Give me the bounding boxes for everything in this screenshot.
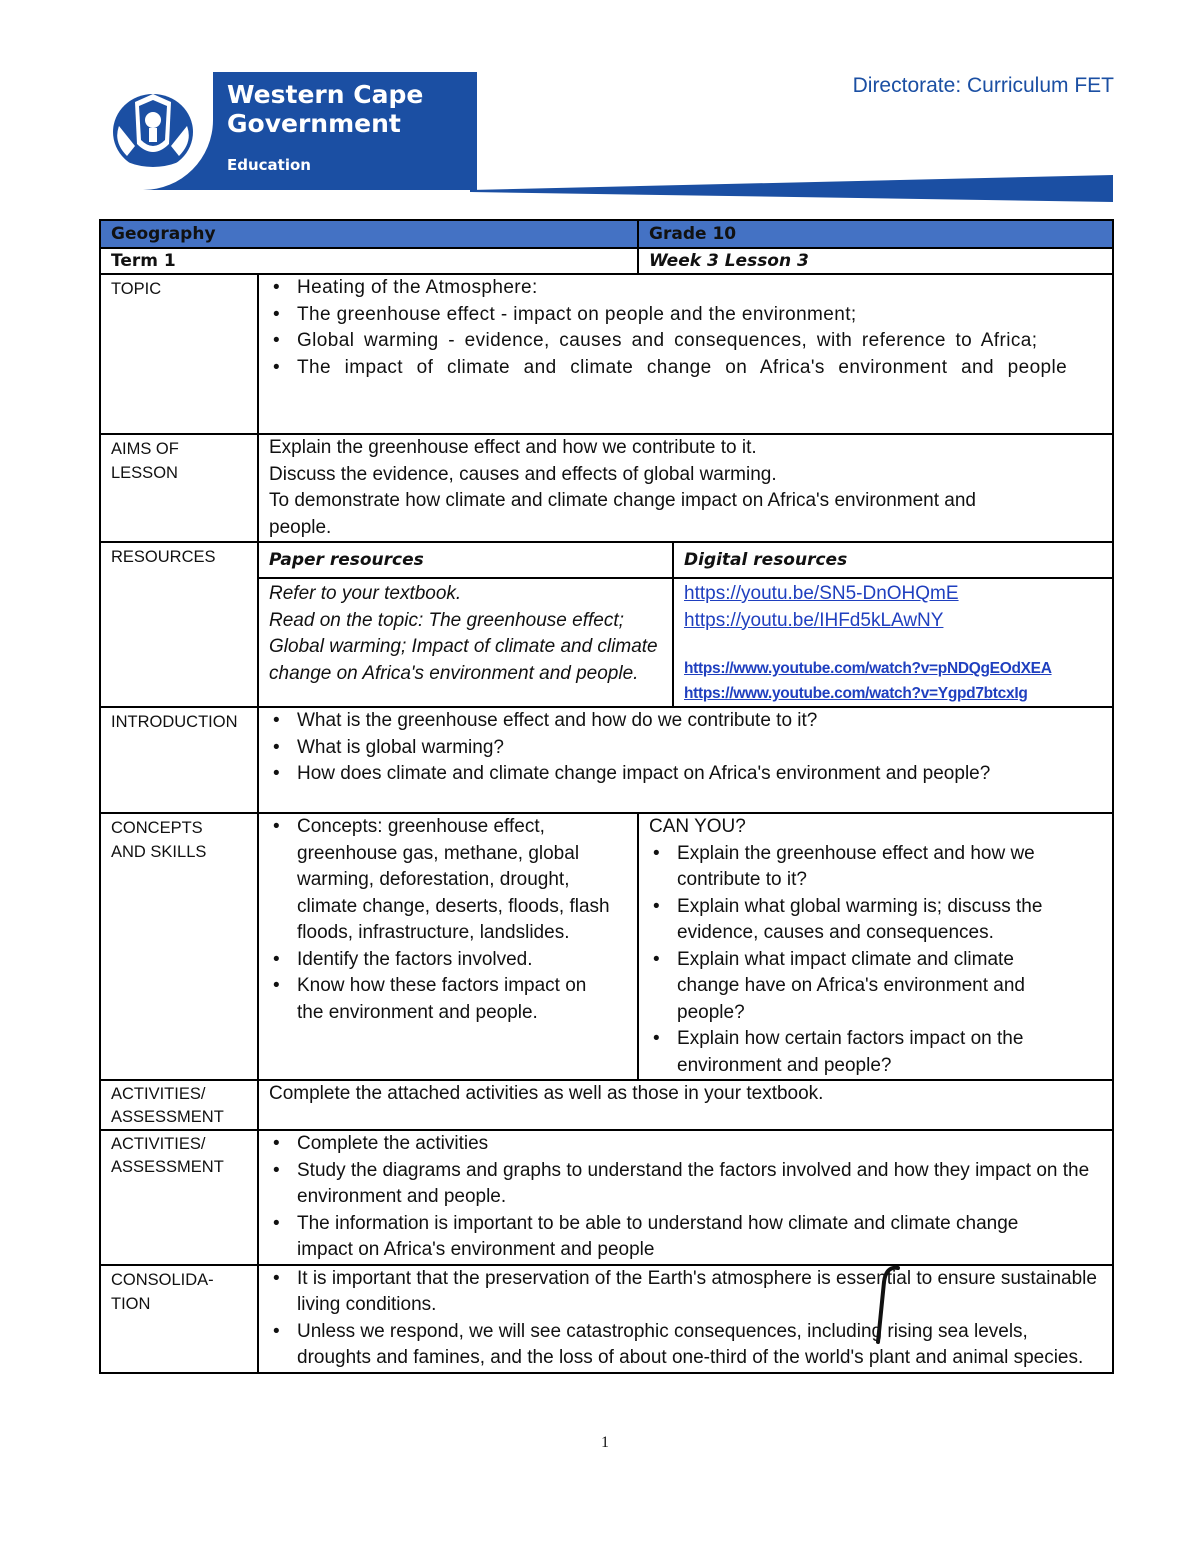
list-item: • Explain the greenhouse effect and how we contribute to it? [649, 841, 1102, 894]
directorate-title: Directorate: Curriculum FET [852, 74, 1114, 97]
paper-resources-heading: Paper resources [259, 543, 673, 578]
concepts-label-text: CONCEPTS AND SKILLS [111, 819, 207, 861]
list-item: • Global warming - evidence, causes and consequences, with reference to Africa; [269, 328, 1102, 355]
logo-line-education: Education [227, 156, 311, 174]
list-item: • The greenhouse effect - impact on people and the environment; [269, 302, 1102, 329]
subject-cell: Geography [100, 220, 638, 248]
aims-row [100, 434, 1113, 542]
list-item: • Unless we respond, we will see catastrophic consequences, including rising sea levels, droughts and famines, and the loss of about one-third of the world's plant and animal species. [269, 1319, 1102, 1372]
activities-row-1 [100, 1080, 1113, 1130]
consolidation-label [100, 1265, 258, 1373]
youtube-link-4[interactable]: https://www.youtube.com/watch?v=Ygpd7btcxIg [684, 685, 1028, 702]
activities-text-1: Complete the attached activities as well as those in your textbook. [258, 1080, 1113, 1130]
list-item: • Explain what impact climate and climate change have on Africa's environment and people? [649, 947, 1102, 1027]
paper-resources-text [259, 578, 673, 706]
can-you-heading: CAN YOU? [649, 816, 746, 837]
aims-line: To demonstrate how climate and climate change impact on Africa's environment and people. [269, 490, 976, 538]
list-item: • Identify the factors involved. [269, 947, 627, 974]
resources-label: RESOURCES [100, 542, 258, 707]
introduction-row [100, 707, 1113, 813]
resources-row [100, 542, 1113, 707]
list-item: • What is global warming? [269, 735, 1102, 762]
concepts-left [258, 813, 638, 1080]
digital-resources-heading: Digital resources [673, 543, 1112, 578]
activities-label-1: ACTIVITIES/ ASSESSMENT [100, 1080, 258, 1130]
concepts-label [100, 813, 258, 1080]
list-item: • Concepts: greenhouse effect, greenhouse gas, methane, global warming, deforestation, drought, climate change, deserts, floods, flash floods, infrastructure, landslides. [269, 814, 627, 947]
resources-inner-table [259, 543, 1112, 706]
topic-row [100, 274, 1113, 434]
topic-list [269, 275, 1102, 381]
list-item: • Explain how certain factors impact on the environment and people? [649, 1026, 1102, 1079]
lesson-plan-table [99, 219, 1114, 1374]
logo-line-western-cape: Western Cape [227, 80, 424, 109]
list-item: • Complete the activities [269, 1131, 1102, 1158]
consolidation-row [100, 1265, 1113, 1373]
logo-line-government: Government [227, 109, 401, 138]
resources-content [258, 542, 1113, 707]
topic-label: TOPIC [100, 274, 258, 434]
activities-content-2 [258, 1130, 1113, 1265]
wcg-logo [95, 72, 477, 190]
aims-label-text: AIMS OF LESSON [111, 440, 179, 482]
list-item: • The impact of climate and climate change on Africa's environment and people [269, 355, 1102, 382]
paper-resources-line2: Read on the topic: The greenhouse effect; Global warming; Impact of climate and climate change on Africa's environment and people. [269, 609, 658, 684]
header-swoosh [470, 172, 1115, 204]
youtube-link-1[interactable]: https://youtu.be/SN5-DnOHQmE [684, 583, 959, 604]
aims-content [258, 434, 1113, 542]
consolidation-content [258, 1265, 1113, 1373]
list-item: • Study the diagrams and graphs to understand the factors involved and how they impact on the environment and people. [269, 1158, 1102, 1211]
aims-line: Explain the greenhouse effect and how we contribute to it. [269, 437, 757, 458]
paper-resources-line1: Refer to your textbook. [269, 583, 462, 604]
coat-of-arms [95, 72, 213, 190]
introduction-label-text: INTRODUCTION [111, 713, 238, 731]
concepts-list [269, 814, 627, 1026]
grade-cell: Grade 10 [638, 220, 1113, 248]
pen-stroke-mark [868, 1262, 908, 1352]
activities-list [269, 1131, 1102, 1264]
consolidation-label-text: CONSOLIDA-TION [111, 1270, 214, 1313]
youtube-link-3[interactable]: https://www.youtube.com/watch?v=pNDQgEOdXEA [684, 660, 1052, 677]
list-item: • How does climate and climate change impact on Africa's environment and people? [269, 761, 1102, 788]
activities-row-2 [100, 1130, 1113, 1265]
introduction-list [269, 708, 1102, 788]
aims-line: Discuss the evidence, causes and effects of global warming. [269, 463, 777, 485]
can-you-list [649, 841, 1102, 1080]
introduction-content [258, 707, 1113, 813]
aims-label [100, 434, 258, 542]
introduction-label [100, 707, 258, 813]
list-item: • It is important that the preservation of the Earth's atmosphere is essential to ensure sustainable living conditions. [269, 1266, 1102, 1319]
consolidation-list [269, 1266, 1102, 1372]
concepts-right [638, 813, 1113, 1080]
week-cell: Week 3 Lesson 3 [638, 248, 1113, 274]
page-number: 1 [601, 1434, 609, 1451]
term-row [100, 248, 1113, 274]
list-item: • Explain what global warming is; discuss the evidence, causes and consequences. [649, 894, 1102, 947]
youtube-link-2[interactable]: https://youtu.be/IHFd5kLAwNY [684, 609, 944, 631]
list-item: • The information is important to be able to understand how climate and climate change impact on Africa's environment and people [269, 1211, 1102, 1264]
term-cell: Term 1 [100, 248, 638, 274]
subject-row [100, 220, 1113, 248]
list-item: • Heating of the Atmosphere: [269, 275, 1102, 302]
list-item: • What is the greenhouse effect and how do we contribute to it? [269, 708, 1102, 735]
list-item: • Know how these factors impact on the environment and people. [269, 973, 627, 1026]
crest-icon [105, 82, 201, 178]
topic-content [258, 274, 1113, 434]
activities-label-2: ACTIVITIES/ ASSESSMENT [100, 1130, 258, 1265]
digital-resources-links [673, 578, 1112, 706]
concepts-row [100, 813, 1113, 1080]
